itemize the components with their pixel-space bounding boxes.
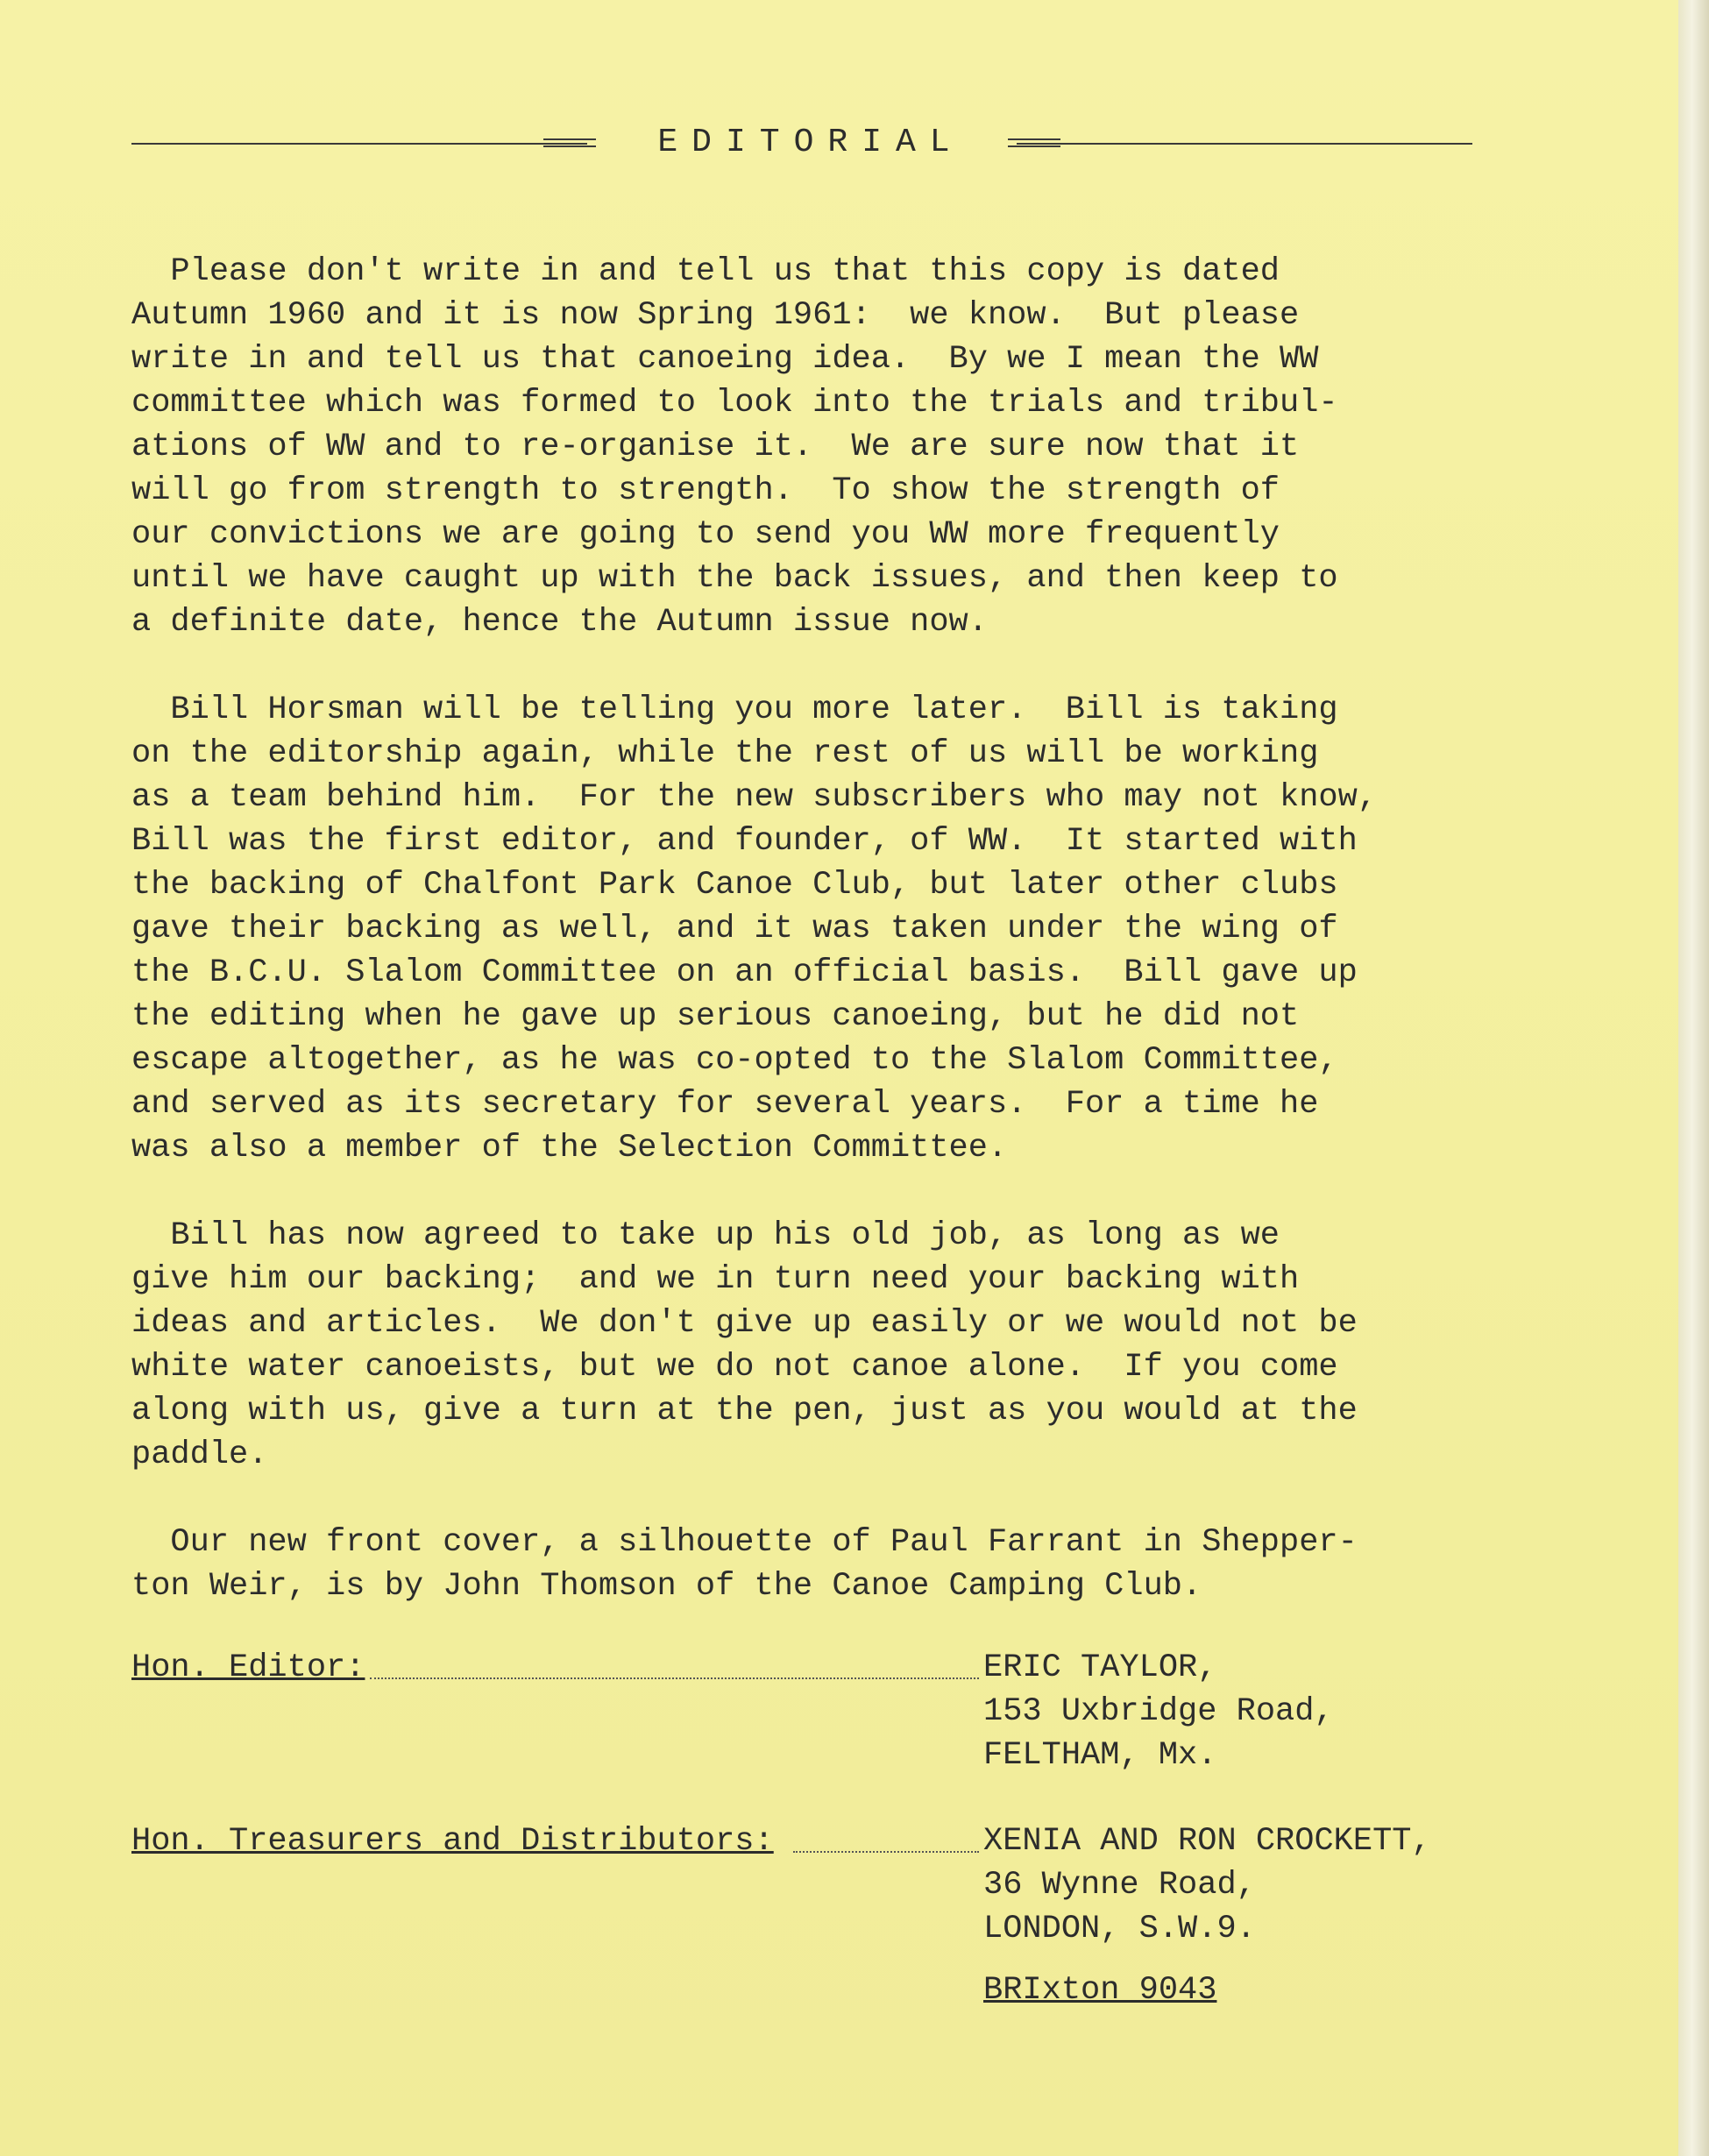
text-line: on the editorship again, while the rest of us will be working [131, 735, 1319, 772]
text-line: escape altogether, as he was co-opted to the Slalom Committee, [131, 1042, 1338, 1079]
text-line: as a team behind him. For the new subscribers who may not know, [131, 779, 1378, 816]
paragraph-3 [131, 1214, 1534, 1477]
editor-name: ERIC TAYLOR, [983, 1649, 1217, 1686]
text-line: a definite date, hence the Autumn issue now. [131, 604, 988, 641]
text-line: until we have caught up with the back issues, and then keep to [131, 560, 1338, 597]
text-line: the backing of Chalfont Park Canoe Club, but later other clubs [131, 867, 1338, 904]
text-line: ations of WW and to re-organise it. We are sure now that it [131, 429, 1300, 465]
phone-holder [983, 1968, 1216, 2012]
text-line: the editing when he gave up serious canoeing, but he did not [131, 998, 1300, 1035]
editor-town: FELTHAM, Mx. [983, 1737, 1217, 1774]
text-line: write in and tell us that canoeing idea. By we I mean the WW [131, 341, 1319, 378]
text-line: committee which was formed to look into the trials and tribul- [131, 385, 1338, 422]
text-line: Bill Horsman will be telling you more later. Bill is taking [131, 691, 1338, 728]
treasurers-dotted-leader [793, 1851, 979, 1853]
treasurers-town: LONDON, S.W.9. [983, 1911, 1256, 1947]
text-line: gave their backing as well, and it was taken under the wing of [131, 911, 1338, 947]
text-line: white water canoeists, but we do not canoe alone. If you come [131, 1349, 1338, 1386]
text-line: Bill has now agreed to take up his old job, as long as we [131, 1217, 1280, 1254]
treasurers-label: Hon. Treasurers and Distributors: [131, 1823, 774, 1860]
editorial-header [131, 121, 1472, 165]
page-title: EDITORIAL [657, 124, 964, 161]
paragraph-1 [131, 250, 1534, 644]
paragraph-2 [131, 688, 1534, 1170]
header-rule-left [131, 143, 587, 145]
text-line: ton Weir, is by John Thomson of the Canoe Camping Club. [131, 1568, 1202, 1605]
paragraph-4 [131, 1521, 1534, 1608]
text-line: Please don't write in and tell us that this copy is dated [131, 253, 1280, 290]
page-edge [1678, 0, 1709, 2156]
text-line: Our new front cover, a silhouette of Paul Farrant in Shepper- [131, 1524, 1358, 1561]
text-line: give him our backing; and we in turn need your backing with [131, 1261, 1300, 1298]
phone-number: BRIxton 9043 [983, 1972, 1217, 2009]
phone-row [131, 1968, 1534, 2012]
treasurers-names: XENIA AND RON CROCKETT, [983, 1823, 1431, 1860]
text-line: will go from strength to strength. To show the strength of [131, 472, 1280, 509]
text-line: the B.C.U. Slalom Committee on an official basis. Bill gave up [131, 954, 1358, 991]
treasurers-contact [131, 1819, 1534, 1951]
editor-address [983, 1646, 1334, 1777]
text-line: paddle. [131, 1436, 268, 1473]
text-line: was also a member of the Selection Committee. [131, 1130, 1008, 1167]
editor-label: Hon. Editor: [131, 1649, 365, 1686]
editor-contact [131, 1646, 1534, 1777]
header-rule-right [1017, 143, 1472, 145]
text-line: our convictions we are going to send you WW more frequently [131, 516, 1280, 553]
treasurers-address [983, 1819, 1431, 1951]
text-line: along with us, give a turn at the pen, just as you would at the [131, 1393, 1358, 1429]
text-line: and served as its secretary for several years. For a time he [131, 1086, 1319, 1123]
text-line: Autumn 1960 and it is now Spring 1961: we know. But please [131, 297, 1300, 334]
editor-street: 153 Uxbridge Road, [983, 1693, 1334, 1730]
text-line: ideas and articles. We don't give up easily or we would not be [131, 1305, 1358, 1342]
contacts-block [131, 1646, 1534, 2012]
text-line: Bill was the first editor, and founder, of WW. It started with [131, 823, 1358, 860]
editorial-body [131, 250, 1534, 1652]
header-double-dash-left [543, 138, 596, 147]
treasurers-street: 36 Wynne Road, [983, 1867, 1256, 1904]
editor-dotted-leader [370, 1677, 979, 1679]
